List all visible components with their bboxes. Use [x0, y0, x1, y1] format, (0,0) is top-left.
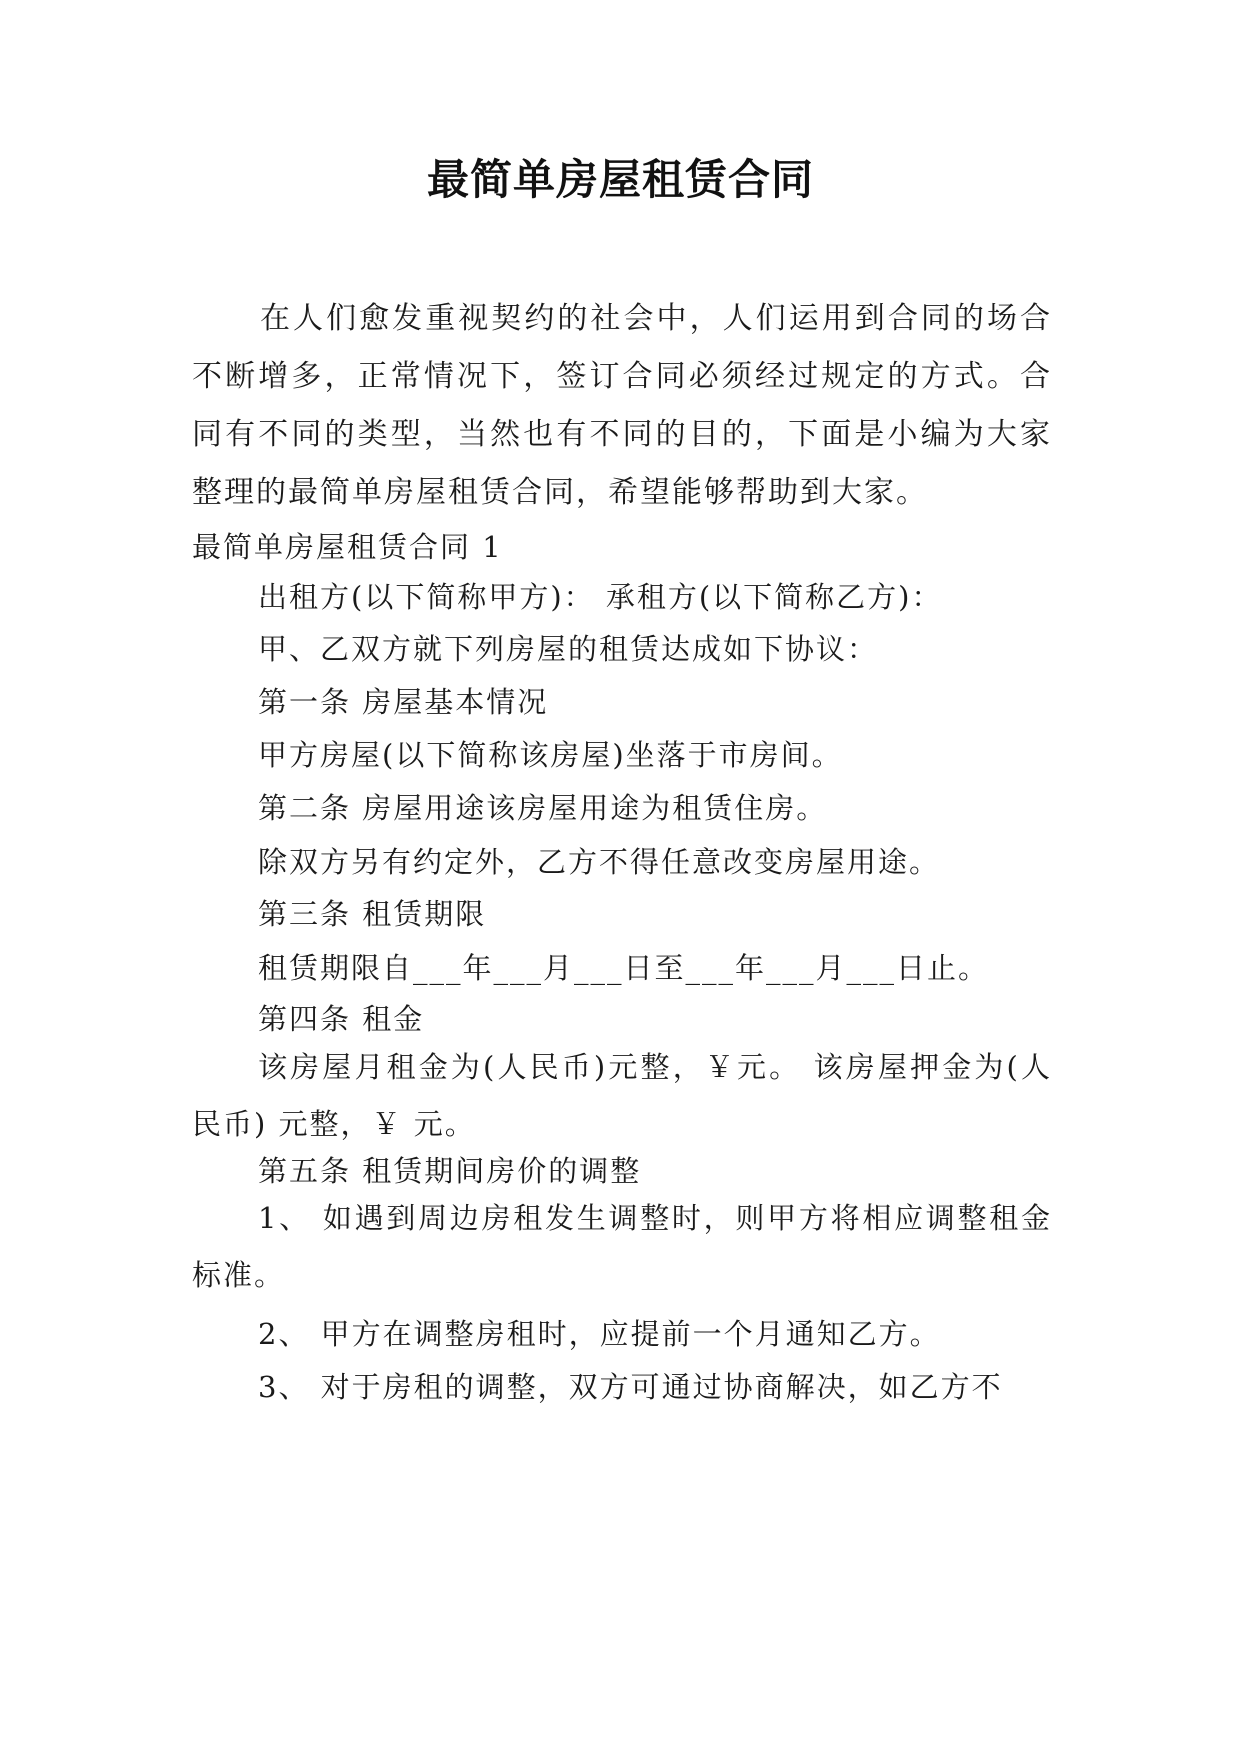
article-4-body: 该房屋月租金为(人民币)元整，￥元。 该房屋押金为(人民币) 元整，￥ 元。	[192, 1050, 1052, 1141]
parties-line: 出租方(以下简称甲方)： 承租方(以下简称乙方)：	[258, 580, 943, 614]
article-2-body: 除双方另有约定外，乙方不得任意改变房屋用途。	[258, 845, 941, 879]
article-3-title: 第三条 租赁期限	[258, 897, 487, 931]
section-heading: 最简单房屋租赁合同 1	[192, 530, 503, 564]
article-2-title: 第二条 房屋用途该房屋用途为租赁住房。	[258, 791, 828, 825]
article-5-item-3: 3、 对于房租的调整，双方可通过协商解决，如乙方不	[258, 1370, 1003, 1404]
intro-paragraph: 在人们愈发重视契约的社会中，人们运用到合同的场合不断增多，正常情况下，签订合同必须经过规定的方式。合同有不同的类型，当然也有不同的目的，下面是小编为大家整理的最简单房屋租赁合同，希望能够帮助到大家。	[192, 301, 1052, 510]
article-4-title: 第四条 租金	[258, 1002, 425, 1036]
document-title: 最简单房屋租赁合同	[426, 155, 814, 204]
article-3-body: 租赁期限自___年___月___日至___年___月___日止。	[258, 951, 990, 985]
agreement-line: 甲、乙双方就下列房屋的租赁达成如下协议：	[258, 632, 879, 666]
article-5-title: 第五条 租赁期间房价的调整	[258, 1154, 642, 1188]
article-5-item-1: 1、 如遇到周边房租发生调整时，则甲方将相应调整租金标准。	[192, 1201, 1052, 1292]
article-1-title: 第一条 房屋基本情况	[258, 685, 549, 719]
article-1-body: 甲方房屋(以下简称该房屋)坐落于市房间。	[258, 738, 843, 772]
article-5-item-2: 2、 甲方在调整房租时，应提前一个月通知乙方。	[258, 1317, 941, 1351]
